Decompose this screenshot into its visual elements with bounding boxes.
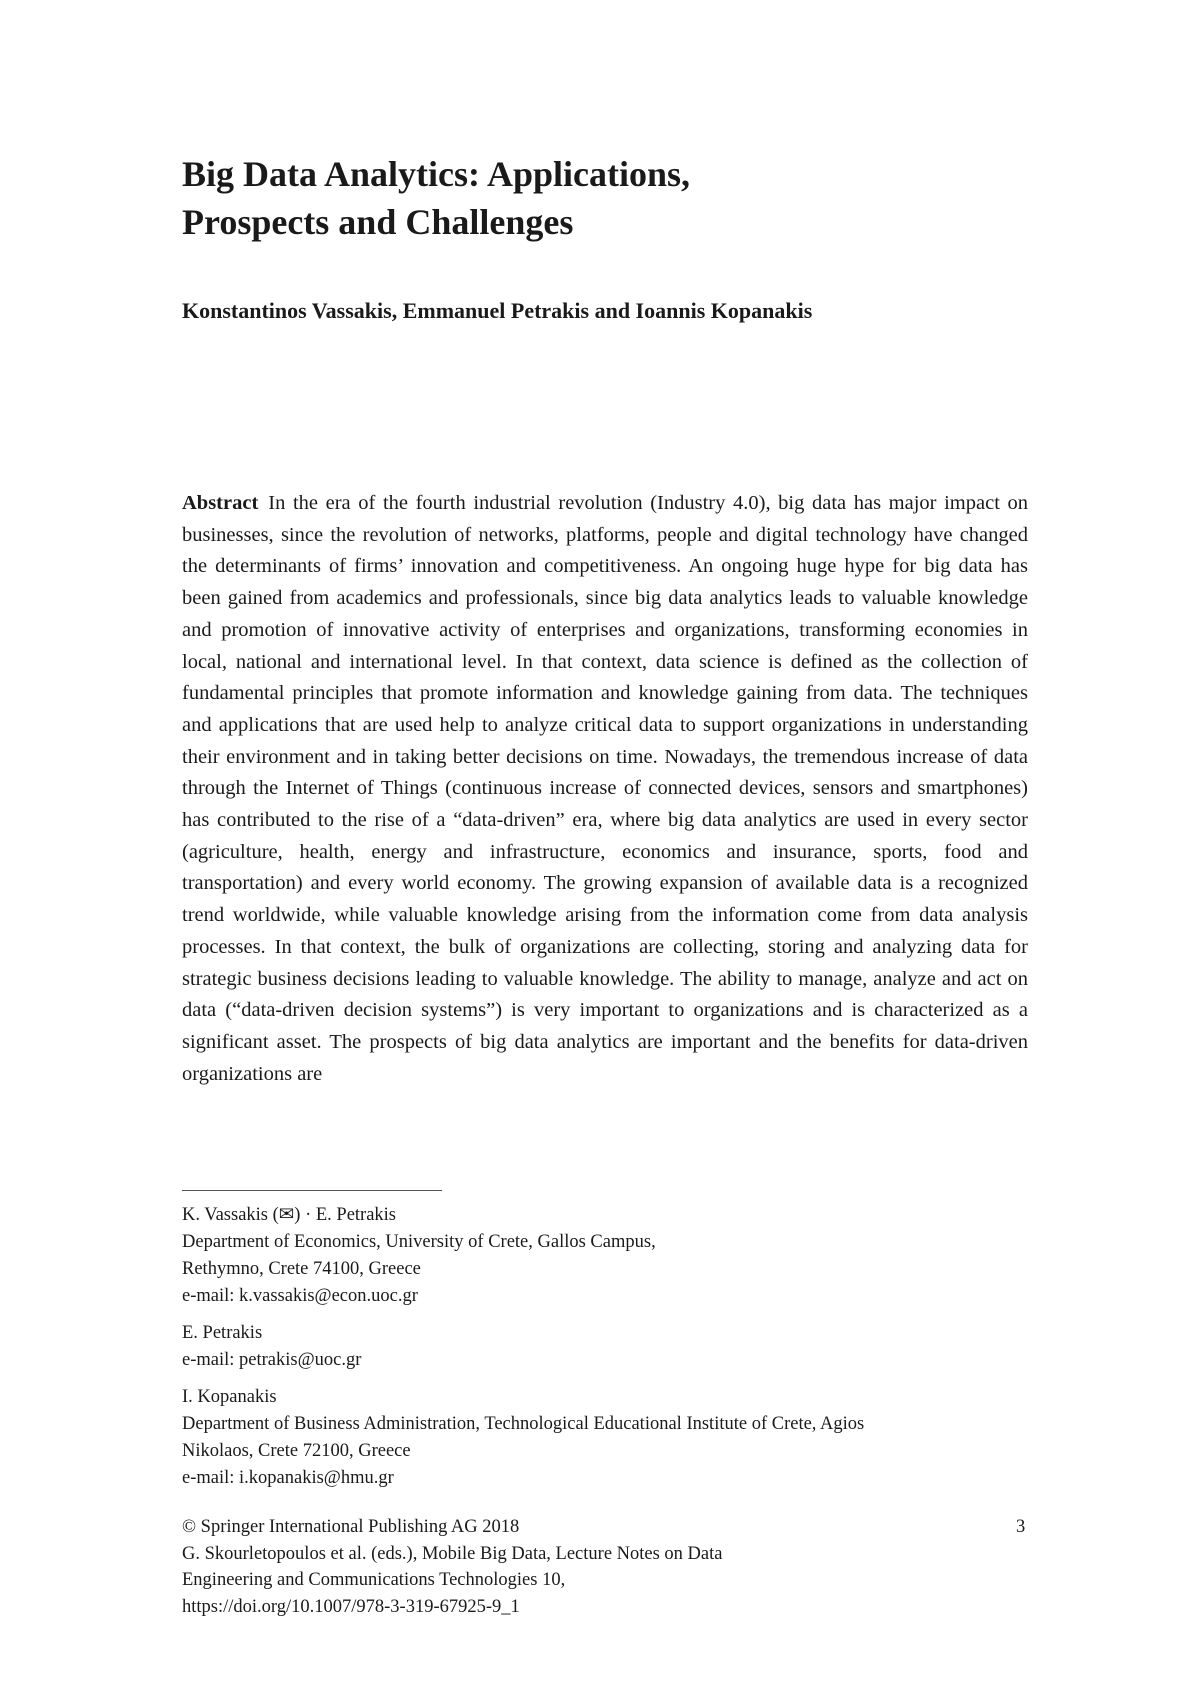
paper-title xyxy=(182,150,1042,246)
author-list: Konstantinos Vassakis, Emmanuel Petrakis and Ioannis Kopanakis xyxy=(182,298,813,323)
affiliation-line: K. Vassakis (✉) · E. Petrakis xyxy=(182,1205,397,1225)
abstract xyxy=(182,488,1028,1090)
affiliation-line: Department of Business Administration, Technological Educational Institute of Crete, Agios xyxy=(182,1414,865,1434)
affiliation-block xyxy=(182,1202,1042,1310)
citation-line: G. Skourletopoulos et al. (eds.), Mobile Big Data, Lecture Notes on Data xyxy=(182,1543,723,1564)
affiliation-line: Nikolaos, Crete 72100, Greece xyxy=(182,1441,411,1461)
page-number: 3 xyxy=(1016,1517,1026,1537)
abstract-text: In the era of the fourth industrial revolution (Industry 4.0), big data has major impact on businesses, since the revolution of networks, platforms, people and digital technology have changed the determinants of firms’ innovation and competitiveness. An ongoing huge hype for big data has been gained from academics and professionals, since big data analytics leads to valuable knowledge and promotion of innovative activity of enterprises and organizations, transforming economies in local, national and international level. In that context, data science is defined as the collection of fundamental principles that promote information and knowledge gaining from data. The techniques and applications that are used help to analyze critical data to support organizations in understanding their environment and in taking better decisions on time. Nowadays, the tremendous increase of data through the Internet of Things (continuous increase of connected devices, sensors and smartphones) has contributed to the rise of a “data-driven” era, where big data analytics are used in every sector (agriculture, health, energy and infrastructure, economics and insurance, sports, food and transportation) and every world economy. The growing expansion of available data is a recognized trend worldwide, while valuable knowledge arising from the information come from data analysis processes. In that context, the bulk of organizations are collecting, storing and analyzing data for strategic business decisions leading to valuable knowledge. The ability to manage, analyze and act on data (“data-driven decision systems”) is very important to organizations and is characterized as a significant asset. The prospects of big data analytics are important and the benefits for data-driven organizations are xyxy=(182,492,1028,1085)
title-line: Big Data Analytics: Applications, xyxy=(182,154,691,194)
affiliation-line: Rethymno, Crete 74100, Greece xyxy=(182,1259,421,1279)
affiliation-line: I. Kopanakis xyxy=(182,1387,277,1407)
footnote-divider xyxy=(182,1190,442,1191)
doi-link[interactable]: https://doi.org/10.1007/978-3-319-67925-9_1 xyxy=(182,1596,520,1617)
email-line: e-mail: i.kopanakis@hmu.gr xyxy=(182,1468,394,1488)
abstract-label: Abstract xyxy=(182,492,259,514)
email-line: e-mail: petrakis@uoc.gr xyxy=(182,1350,362,1370)
publication-footer xyxy=(182,1514,1042,1620)
affiliation-block xyxy=(182,1320,1042,1374)
affiliation-line: E. Petrakis xyxy=(182,1323,263,1343)
email-line: e-mail: k.vassakis@econ.uoc.gr xyxy=(182,1286,418,1306)
citation-line: Engineering and Communications Technologies 10, xyxy=(182,1570,566,1590)
affiliation-line: Department of Economics, University of Crete, Gallos Campus, xyxy=(182,1232,656,1252)
affiliation-block xyxy=(182,1384,1042,1492)
copyright-line: © Springer International Publishing AG 2018 xyxy=(182,1517,520,1537)
title-line: Prospects and Challenges xyxy=(182,202,574,242)
affiliations xyxy=(182,1202,1042,1502)
